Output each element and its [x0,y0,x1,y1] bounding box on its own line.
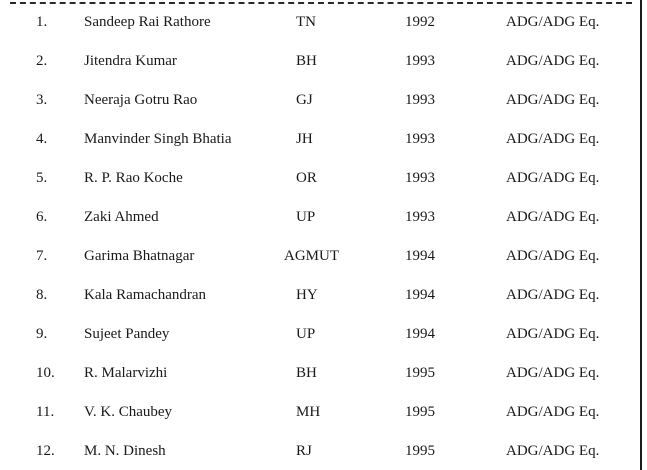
serial-number: 7. [36,248,48,264]
officer-name: Garima Bhatnagar [84,248,195,264]
batch-year: 1992 [405,14,435,30]
serial-number: 10. [36,365,55,381]
serial-number: 5. [36,170,48,186]
serial-number: 3. [36,92,48,108]
grade: ADG/ADG Eq. [506,287,600,303]
officer-name: M. N. Dinesh [84,443,166,459]
serial-number: 8. [36,287,48,303]
grade: ADG/ADG Eq. [506,53,600,69]
table-row [0,282,640,308]
cadre-state: BH [296,53,317,69]
grade: ADG/ADG Eq. [506,131,600,147]
table-row [0,321,640,347]
officer-name: Neeraja Gotru Rao [84,92,198,108]
table-row [0,126,640,152]
cadre-state: MH [296,404,321,420]
batch-year: 1995 [405,404,435,420]
table-row [0,9,640,35]
table-row [0,360,640,386]
grade: ADG/ADG Eq. [506,209,600,225]
batch-year: 1993 [405,170,435,186]
cadre-state: AGMUT [284,248,339,264]
batch-year: 1994 [405,326,435,342]
grade: ADG/ADG Eq. [506,404,600,420]
cadre-state: BH [296,365,317,381]
serial-number: 1. [36,14,48,30]
grade: ADG/ADG Eq. [506,443,600,459]
batch-year: 1995 [405,443,435,459]
officer-name: Zaki Ahmed [84,209,159,225]
table-row [0,165,640,191]
batch-year: 1993 [405,92,435,108]
officer-name: Manvinder Singh Bhatia [84,131,232,147]
table-row [0,87,640,113]
right-border-line [640,0,642,470]
table-row [0,48,640,74]
table-row [0,204,640,230]
table-row [0,243,640,269]
officer-name: V. K. Chaubey [84,404,173,420]
serial-number: 11. [36,404,55,420]
grade: ADG/ADG Eq. [506,170,600,186]
officer-name: R. Malarvizhi [84,365,168,381]
batch-year: 1994 [405,287,435,303]
serial-number: 9. [36,326,48,342]
cadre-state: UP [296,326,316,342]
officer-name: Jitendra Kumar [84,53,177,69]
grade: ADG/ADG Eq. [506,92,600,108]
cadre-state: TN [296,14,316,30]
grade: ADG/ADG Eq. [506,365,600,381]
officer-name: Kala Ramachandran [84,287,207,303]
batch-year: 1993 [405,209,435,225]
cadre-state: RJ [296,443,312,459]
cadre-state: HY [296,287,318,303]
batch-year: 1993 [405,131,435,147]
cadre-state: UP [296,209,316,225]
officer-name: Sandeep Rai Rathore [84,14,211,30]
batch-year: 1995 [405,365,435,381]
serial-number: 4. [36,131,48,147]
officer-name: Sujeet Pandey [84,326,170,342]
serial-number: 2. [36,53,48,69]
batch-year: 1993 [405,53,435,69]
cadre-state: JH [296,131,313,147]
officer-name: R. P. Rao Koche [84,170,183,186]
dashed-top-rule [10,2,632,4]
table-row [0,399,640,425]
cadre-state: GJ [296,92,313,108]
batch-year: 1994 [405,248,435,264]
serial-number: 12. [36,443,55,459]
cadre-state: OR [296,170,317,186]
grade: ADG/ADG Eq. [506,14,600,30]
table-row [0,438,640,464]
grade: ADG/ADG Eq. [506,248,600,264]
serial-number: 6. [36,209,48,225]
grade: ADG/ADG Eq. [506,326,600,342]
